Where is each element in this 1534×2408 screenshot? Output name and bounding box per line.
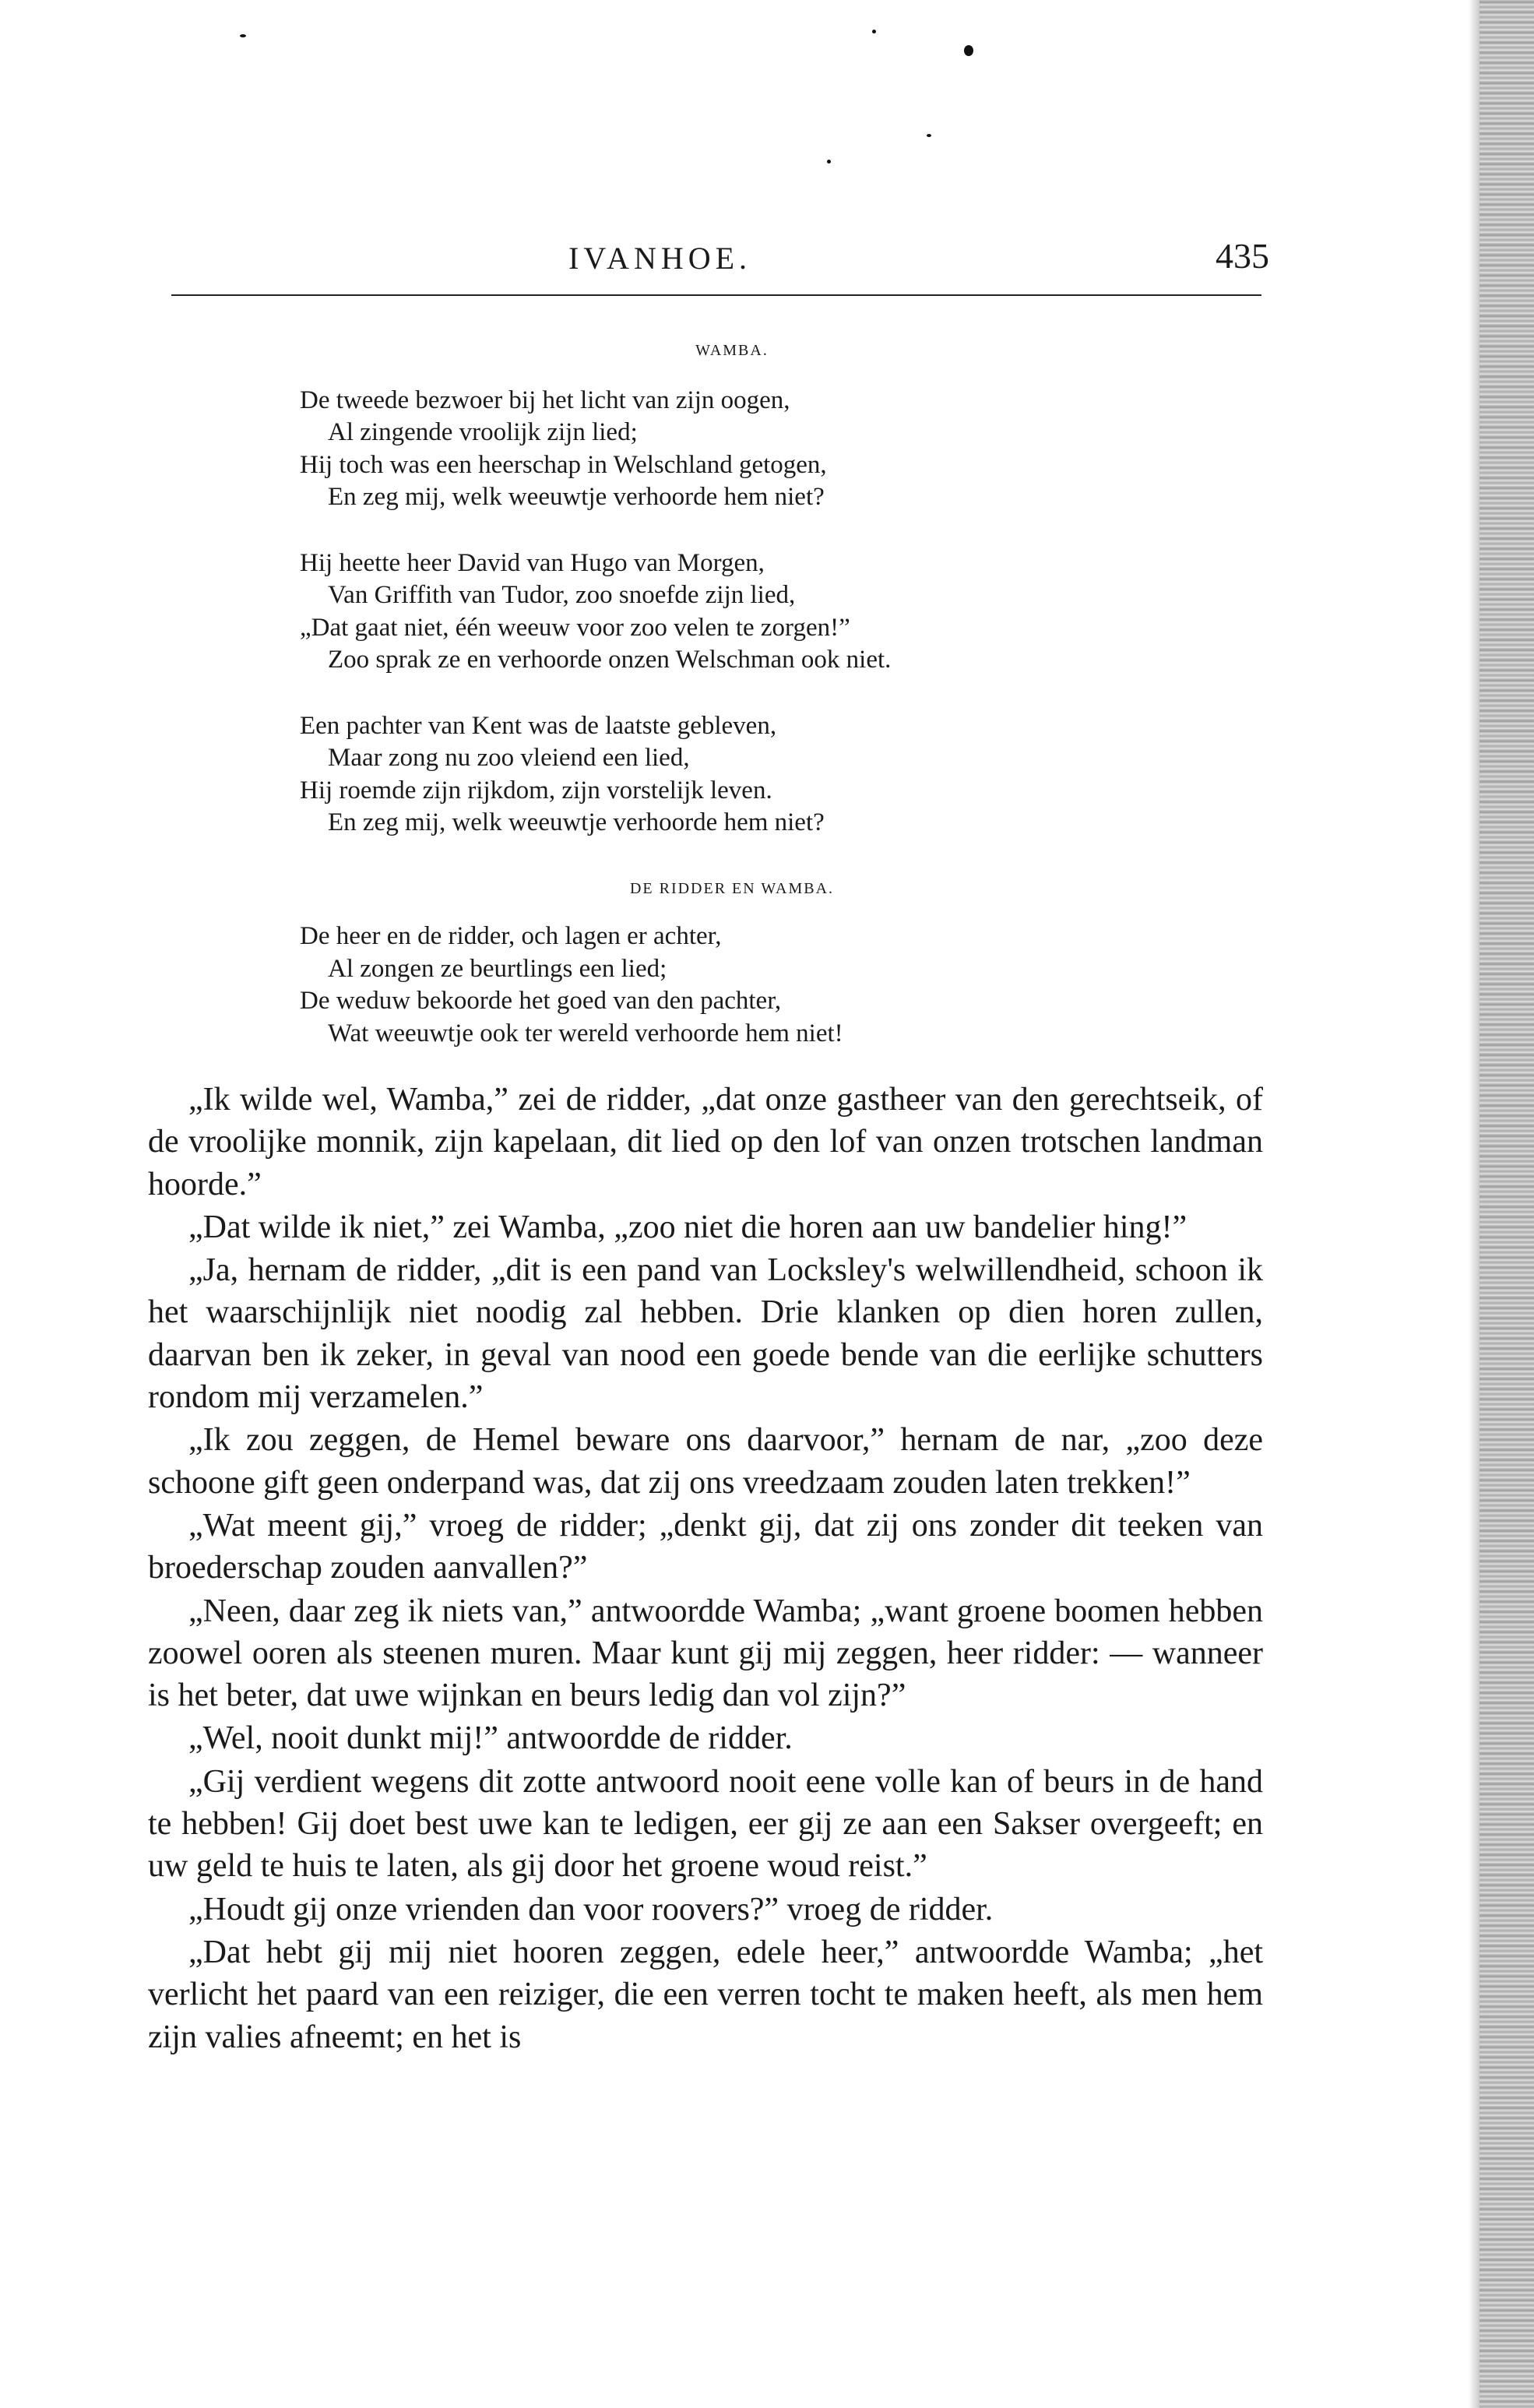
paragraph: „Neen, daar zeg ik niets van,” antwoordde Wamba; „want groene boomen hebben zoowel ooren als steenen muren. Maar kunt gij mij zeggen, heer ridder: — wanneer is het beter, dat uwe wijnkan en beurs ledig dan vol zijn?”	[148, 1593, 1263, 1714]
paragraph: „Ik wilde wel, Wamba,” zei de ridder, „dat onze gastheer van den gerechtseik, of de vroolijke monnik, zijn kapelaan, dit lied op den lof van onzen trotschen landman hoorde.”	[148, 1082, 1263, 1202]
speaker-label: WAMBA.	[695, 342, 769, 359]
paragraph: „Houdt gij onze vrienden dan voor roovers?” vroeg de ridder.	[188, 1891, 994, 1927]
paragraph: „Dat wilde ik niet,” zei Wamba, „zoo niet die horen aan uw bandelier hing!”	[188, 1209, 1187, 1245]
verse-line: Een pachter van Kent was de laatste gebleven,	[300, 711, 777, 740]
verse-line: Al zingende vroolijk zijn lied;	[328, 418, 638, 446]
scan-speck	[872, 30, 876, 33]
verse-line: De weduw bekoorde het goed van den pachter,	[300, 987, 782, 1015]
scan-speck	[240, 34, 246, 37]
scan-speck	[827, 160, 831, 164]
scan-speck	[927, 134, 931, 137]
scan-edge-gradient	[1469, 0, 1479, 2408]
stanza	[300, 710, 1273, 840]
verse-line: En zeg mij, welk weeuwtje verhoorde hem niet?	[328, 483, 825, 511]
verse-line: Zoo sprak ze en verhoorde onzen Welschman ook niet.	[328, 646, 892, 674]
paragraph: „Dat hebt gij mij niet hooren zeggen, edele heer,” antwoordde Wamba; „het verlicht het paard van een reiziger, die een verren tocht te maken heeft, als men hem zijn valies afneemt; en het is	[148, 1934, 1263, 2055]
paragraph: „Ik zou zeggen, de Hemel beware ons daarvoor,” hernam de nar, „zoo deze schoone gift geen onderpand was, dat zij ons vreedzaam zouden laten trekken!”	[148, 1422, 1263, 1501]
scan-speck	[964, 45, 973, 56]
speaker-label: DE RIDDER EN WAMBA.	[629, 879, 835, 897]
stanza	[300, 385, 1273, 514]
paragraph: „Wat meent gij,” vroeg de ridder; „denkt gij, dat zij ons zonder dit teeken van broederschap zouden aanvallen?”	[148, 1507, 1263, 1586]
verse-line: Hij toch was een heerschap in Welschland getogen,	[300, 450, 827, 479]
verse-line: Wat weeuwtje ook ter wereld verhoorde hem niet!	[328, 1019, 843, 1047]
paragraph: „Wel, nooit dunkt mij!” antwoordde de ridder.	[188, 1720, 793, 1757]
song-block	[300, 312, 1273, 1054]
page-header	[288, 234, 1269, 296]
verse-line: Van Griffith van Tudor, zoo snoefde zijn lied,	[328, 581, 796, 609]
stanza	[300, 547, 1273, 677]
prose-body	[148, 1079, 1263, 2059]
paragraph: „Gij verdient wegens dit zotte antwoord nooit eene volle kan of beurs in de hand te hebben! Gij doet best uwe kan te ledigen, eer gij ze aan een Sakser overgeeft; en uw geld te huis te laten, als gij door het groene woud reist.”	[148, 1763, 1263, 1885]
verse-line: „Dat gaat niet, één weeuw voor zoo velen te zorgen!”	[300, 613, 850, 642]
verse-line: En zeg mij, welk weeuwtje verhoorde hem niet?	[328, 808, 825, 836]
verse-line: Al zongen ze beurtlings een lied;	[328, 954, 667, 983]
running-title: IVANHOE.	[568, 241, 752, 276]
verse-line: Hij heette heer David van Hugo van Morgen,	[300, 548, 765, 577]
header-rule	[171, 294, 1261, 296]
paragraph: „Ja, hernam de ridder, „dit is een pand van Locksley's welwillendheid, schoon ik het waarschijnlijk niet noodig zal hebben. Drie klanken op dien horen zullen, daarvan ben ik zeker, in geval van nood een goede bende van die eerlijke schutters rondom mij verzamelen.”	[148, 1252, 1263, 1416]
verse-line: De tweede bezwoer bij het licht van zijn oogen,	[300, 385, 790, 414]
verse-line: Maar zong nu zoo vleiend een lied,	[328, 744, 690, 772]
verse-line: De heer en de ridder, och lagen er achter,	[300, 922, 722, 950]
stanza	[300, 921, 1273, 1050]
scan-edge-shadow	[1479, 0, 1534, 2408]
page-number: 435	[1216, 236, 1269, 276]
verse-line: Hij roemde zijn rijkdom, zijn vorstelijk leven.	[300, 776, 772, 804]
